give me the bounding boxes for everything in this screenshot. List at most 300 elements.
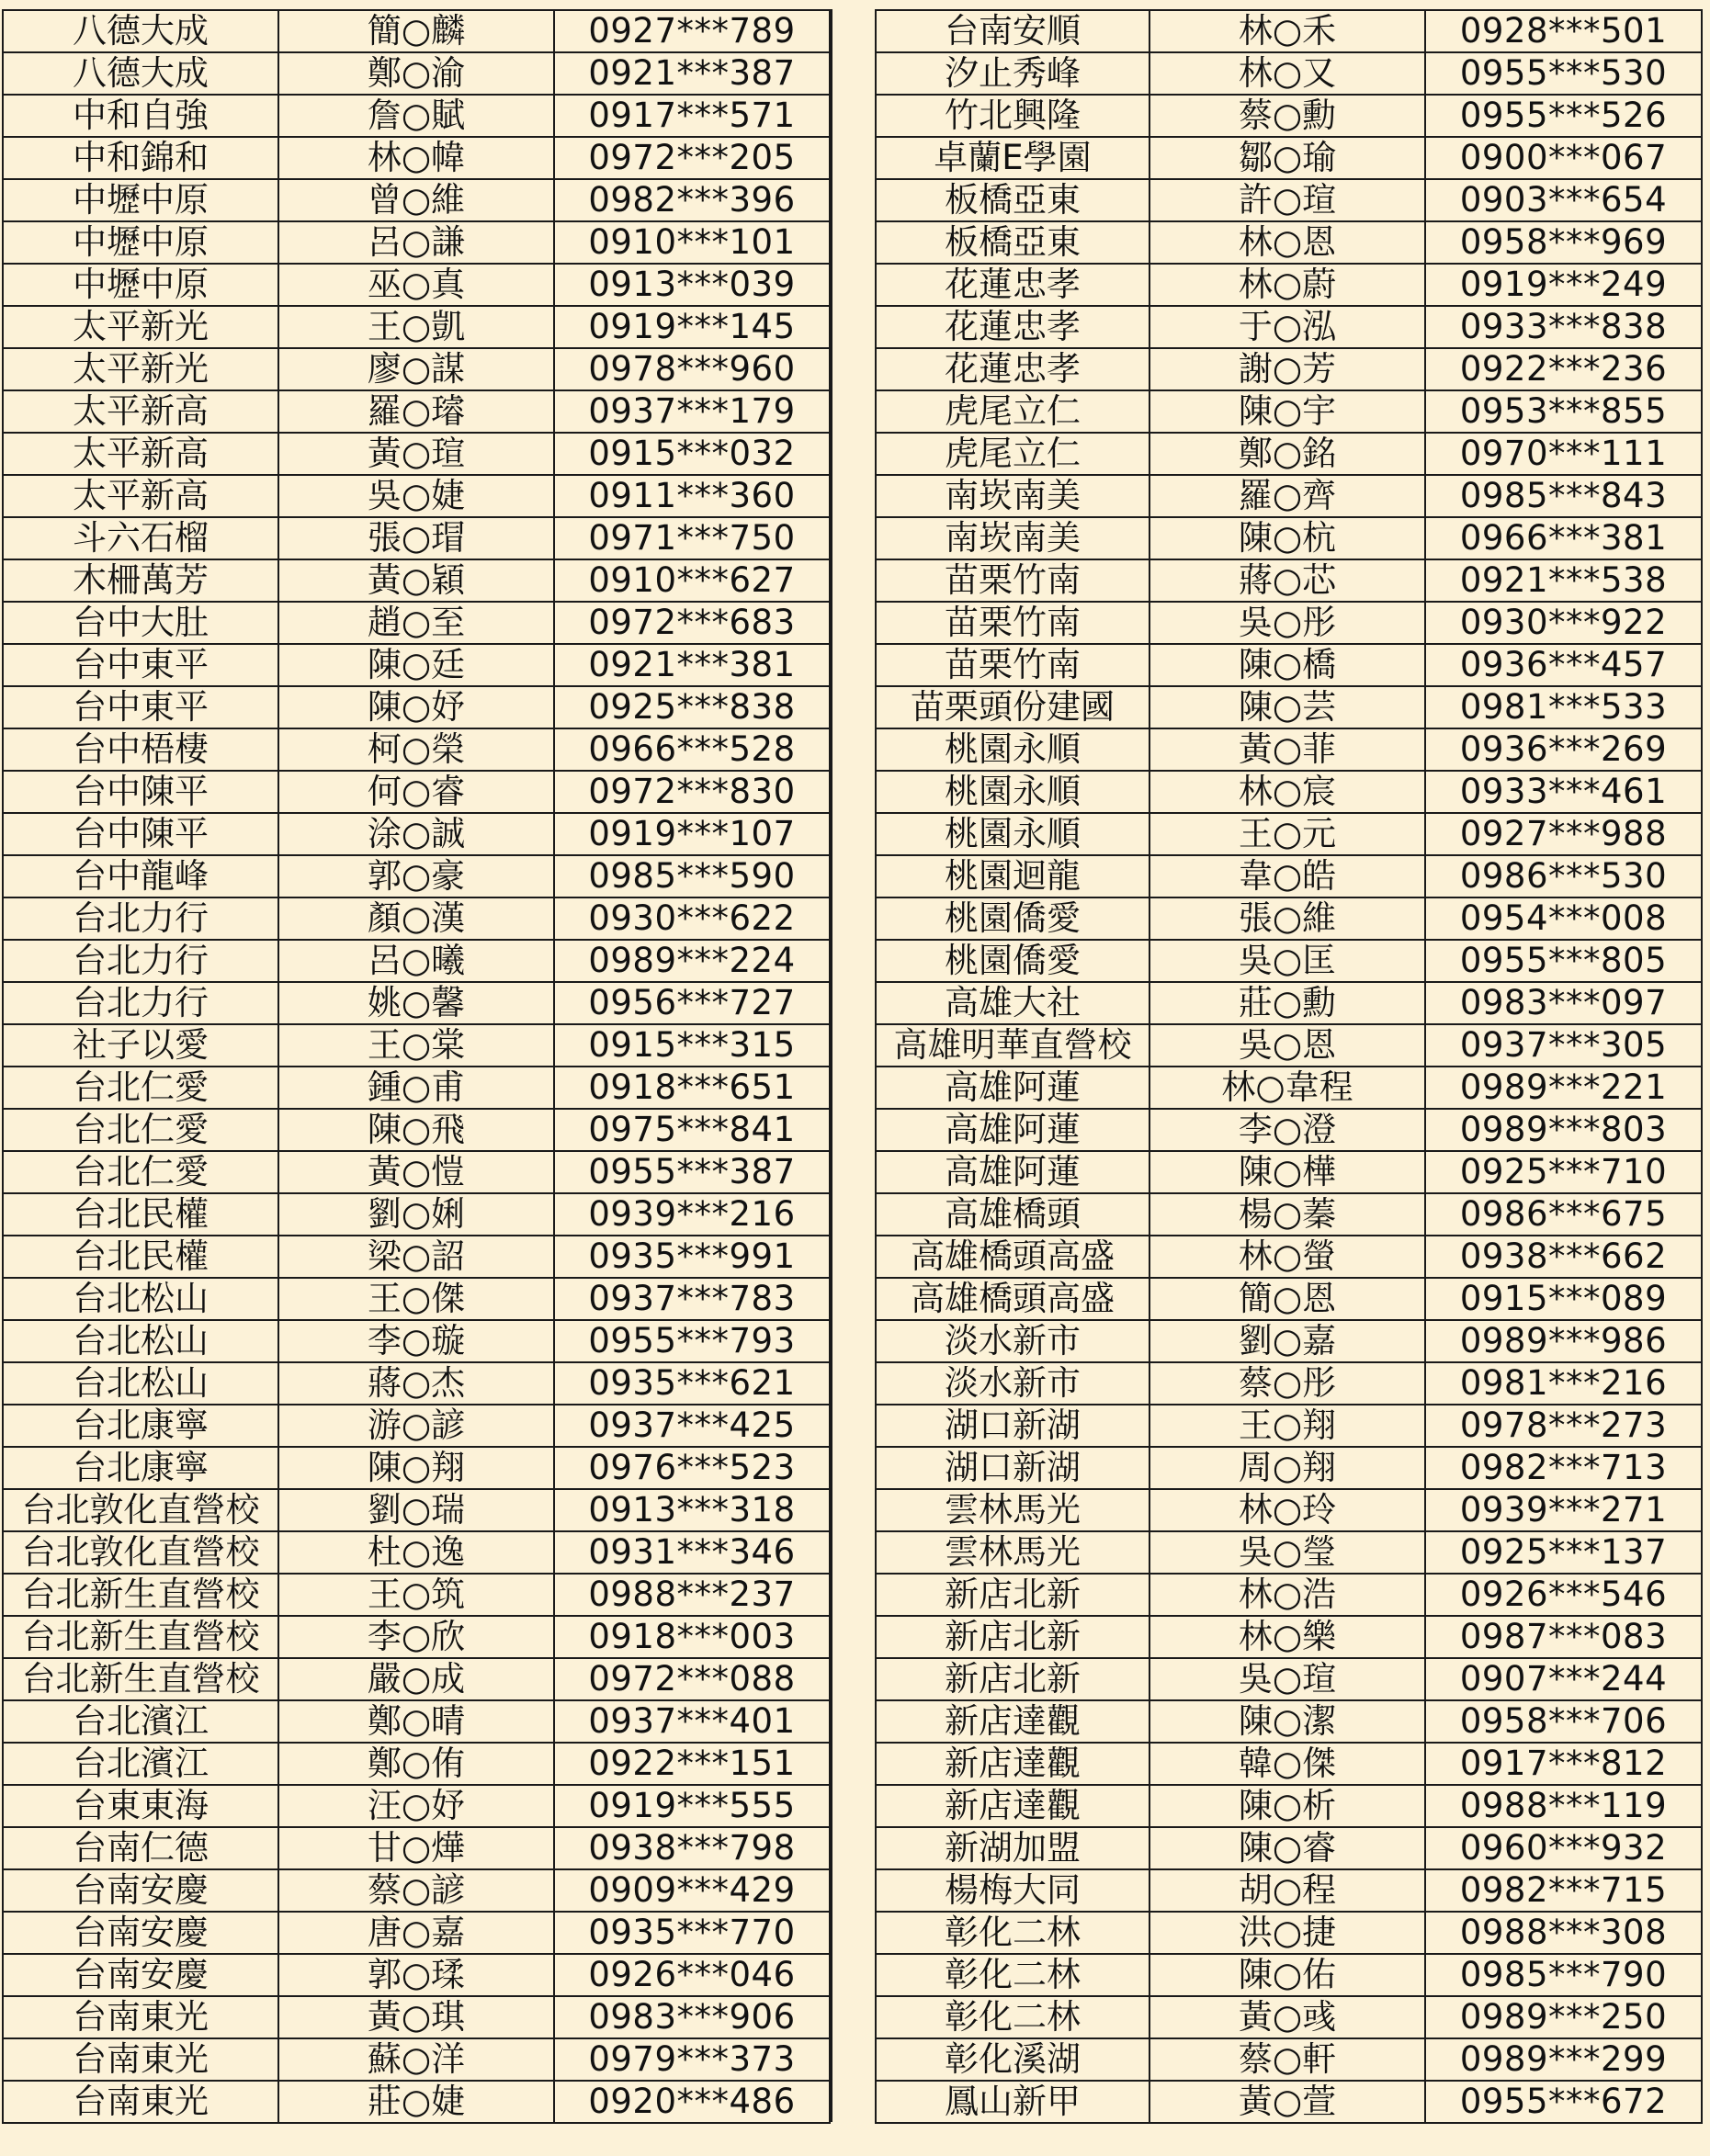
phone-cell: 0986***675 [1426,1194,1703,1236]
school-cell: 桃園僑愛 [877,898,1150,941]
school-cell: 板橋亞東 [877,180,1150,222]
student-name-cell: 林○樂 [1150,1617,1426,1659]
phone-cell: 0983***097 [1426,983,1703,1025]
phone-cell: 0985***843 [1426,476,1703,518]
student-name-cell: 吳○婕 [279,476,555,518]
table-row [4,1955,831,1997]
table-row [877,518,1703,560]
student-name-cell: 林○蔚 [1150,265,1426,307]
student-name-cell: 郭○豪 [279,856,555,898]
table-row [877,265,1703,307]
table-row [4,1701,831,1744]
student-name-cell: 李○璇 [279,1321,555,1363]
table-row [877,645,1703,687]
student-name-cell: 王○棠 [279,1025,555,1067]
table-row [877,1786,1703,1828]
student-name-cell: 王○翔 [1150,1405,1426,1448]
phone-cell: 0939***271 [1426,1490,1703,1532]
school-cell: 高雄明華直營校 [877,1025,1150,1067]
student-name-cell: 黃○瑄 [279,434,555,476]
phone-cell: 0983***906 [555,1997,831,2039]
table-row [4,560,831,603]
table-row [4,898,831,941]
table-row [877,476,1703,518]
table-row [4,391,831,434]
student-name-cell: 唐○嘉 [279,1913,555,1955]
student-name-cell: 謝○芳 [1150,349,1426,391]
table-row [4,138,831,180]
phone-cell: 0921***387 [555,53,831,96]
school-cell: 桃園永順 [877,814,1150,856]
school-cell: 新店達觀 [877,1701,1150,1744]
table-row [877,603,1703,645]
phone-cell: 0975***841 [555,1110,831,1152]
phone-cell: 0938***798 [555,1828,831,1870]
table-row [4,518,831,560]
school-cell: 台南安慶 [4,1955,279,1997]
table-row [877,11,1703,53]
student-name-cell: 吳○匡 [1150,941,1426,983]
student-name-cell: 簡○恩 [1150,1279,1426,1321]
student-name-cell: 林○又 [1150,53,1426,96]
phone-cell: 0922***151 [555,1744,831,1786]
phone-cell: 0919***107 [555,814,831,856]
student-name-cell: 梁○詔 [279,1236,555,1279]
table-row [4,1786,831,1828]
school-cell: 南崁南美 [877,476,1150,518]
phone-cell: 0937***305 [1426,1025,1703,1067]
table-row [877,307,1703,349]
right-table [875,9,1703,2124]
phone-cell: 0927***988 [1426,814,1703,856]
school-cell: 台東東海 [4,1786,279,1828]
school-cell: 台中陳平 [4,814,279,856]
table-row [4,729,831,772]
table-row [4,603,831,645]
student-name-cell: 張○維 [1150,898,1426,941]
student-name-cell: 周○翔 [1150,1448,1426,1490]
table-row [877,1870,1703,1913]
student-name-cell: 林○玲 [1150,1490,1426,1532]
table-row [4,645,831,687]
phone-cell: 0937***425 [555,1405,831,1448]
student-name-cell: 陳○佑 [1150,1955,1426,1997]
student-name-cell: 趙○至 [279,603,555,645]
table-row [877,1617,1703,1659]
student-name-cell: 黃○穎 [279,560,555,603]
school-cell: 台北力行 [4,941,279,983]
student-name-cell: 蔡○諺 [279,1870,555,1913]
student-name-cell: 何○睿 [279,772,555,814]
table-row [877,138,1703,180]
school-cell: 桃園迴龍 [877,856,1150,898]
table-row [4,1828,831,1870]
school-cell: 新店北新 [877,1617,1150,1659]
school-cell: 台中東平 [4,645,279,687]
phone-cell: 0989***250 [1426,1997,1703,2039]
table-row [877,1279,1703,1321]
school-cell: 中和錦和 [4,138,279,180]
table-row [4,1321,831,1363]
phone-cell: 0960***932 [1426,1828,1703,1870]
student-name-cell: 陳○橋 [1150,645,1426,687]
student-name-cell: 李○澄 [1150,1110,1426,1152]
student-name-cell: 黃○菲 [1150,729,1426,772]
phone-cell: 0976***523 [555,1448,831,1490]
table-row [877,983,1703,1025]
school-cell: 台北民權 [4,1194,279,1236]
school-cell: 木柵萬芳 [4,560,279,603]
student-name-cell: 鄭○晴 [279,1701,555,1744]
phone-cell: 0938***662 [1426,1236,1703,1279]
school-cell: 台北濱江 [4,1744,279,1786]
phone-cell: 0972***088 [555,1659,831,1701]
phone-cell: 0935***770 [555,1913,831,1955]
student-name-cell: 姚○馨 [279,983,555,1025]
phone-cell: 0972***205 [555,138,831,180]
phone-cell: 0930***922 [1426,603,1703,645]
phone-cell: 0917***571 [555,96,831,138]
student-name-cell: 游○諺 [279,1405,555,1448]
student-name-cell: 鍾○甫 [279,1067,555,1110]
table-row [4,1617,831,1659]
student-name-cell: 陳○飛 [279,1110,555,1152]
school-cell: 台南安慶 [4,1913,279,1955]
student-name-cell: 蔡○勳 [1150,96,1426,138]
school-cell: 台北仁愛 [4,1067,279,1110]
table-row [877,2082,1703,2124]
student-name-cell: 劉○娳 [279,1194,555,1236]
phone-cell: 0989***299 [1426,2039,1703,2082]
school-cell: 台中東平 [4,687,279,729]
table-row [4,1913,831,1955]
student-name-cell: 呂○謙 [279,222,555,265]
table-row [877,1575,1703,1617]
school-cell: 八德大成 [4,53,279,96]
school-cell: 台中大肚 [4,603,279,645]
left-table [2,9,831,2124]
student-name-cell: 陳○樺 [1150,1152,1426,1194]
student-name-cell: 鄭○侑 [279,1744,555,1786]
student-name-cell: 顏○漢 [279,898,555,941]
school-cell: 高雄阿蓮 [877,1110,1150,1152]
phone-cell: 0985***790 [1426,1955,1703,1997]
school-cell: 台北民權 [4,1236,279,1279]
school-cell: 新店北新 [877,1659,1150,1701]
student-name-cell: 林○螢 [1150,1236,1426,1279]
table-row [4,349,831,391]
school-cell: 南崁南美 [877,518,1150,560]
student-name-cell: 汪○妤 [279,1786,555,1828]
table-row [877,1532,1703,1575]
phone-cell: 0978***273 [1426,1405,1703,1448]
phone-cell: 0926***546 [1426,1575,1703,1617]
school-cell: 八德大成 [4,11,279,53]
school-cell: 彰化二林 [877,1955,1150,1997]
school-cell: 湖口新湖 [877,1448,1150,1490]
school-cell: 台北力行 [4,898,279,941]
phone-cell: 0911***360 [555,476,831,518]
phone-cell: 0931***346 [555,1532,831,1575]
phone-cell: 0913***039 [555,265,831,307]
phone-cell: 0955***672 [1426,2082,1703,2124]
student-name-cell: 韓○傑 [1150,1744,1426,1786]
phone-cell: 0953***855 [1426,391,1703,434]
phone-cell: 0955***530 [1426,53,1703,96]
school-cell: 汐止秀峰 [877,53,1150,96]
phone-cell: 0926***046 [555,1955,831,1997]
school-cell: 新店北新 [877,1575,1150,1617]
student-name-cell: 廖○謀 [279,349,555,391]
school-cell: 板橋亞東 [877,222,1150,265]
table-row [4,180,831,222]
school-cell: 桃園僑愛 [877,941,1150,983]
student-name-cell: 羅○齊 [1150,476,1426,518]
table-row [4,434,831,476]
school-cell: 彰化二林 [877,1913,1150,1955]
phone-cell: 0933***838 [1426,307,1703,349]
phone-cell: 0936***457 [1426,645,1703,687]
phone-cell: 0966***381 [1426,518,1703,560]
phone-cell: 0979***373 [555,2039,831,2082]
table-row [4,1152,831,1194]
table-row [877,1025,1703,1067]
phone-cell: 0955***805 [1426,941,1703,983]
school-cell: 鳳山新甲 [877,2082,1150,2124]
phone-cell: 0988***308 [1426,1913,1703,1955]
school-cell: 太平新高 [4,391,279,434]
student-name-cell: 郭○瑈 [279,1955,555,1997]
student-name-cell: 鄒○瑜 [1150,138,1426,180]
school-cell: 台北新生直營校 [4,1575,279,1617]
student-name-cell: 嚴○成 [279,1659,555,1701]
table-row [877,1744,1703,1786]
school-cell: 斗六石榴 [4,518,279,560]
table-row [4,11,831,53]
student-name-cell: 韋○皓 [1150,856,1426,898]
phone-cell: 0925***137 [1426,1532,1703,1575]
school-cell: 桃園永順 [877,772,1150,814]
school-cell: 高雄阿蓮 [877,1067,1150,1110]
phone-cell: 0930***622 [555,898,831,941]
student-name-cell: 黃○琪 [279,1997,555,2039]
phone-cell: 0958***969 [1426,222,1703,265]
student-name-cell: 林○浩 [1150,1575,1426,1617]
table-row [877,687,1703,729]
table-row [4,1575,831,1617]
table-row [877,1828,1703,1870]
table-row [877,1448,1703,1490]
table-row [4,1744,831,1786]
phone-cell: 0915***089 [1426,1279,1703,1321]
phone-cell: 0982***713 [1426,1448,1703,1490]
phone-cell: 0919***555 [555,1786,831,1828]
school-cell: 竹北興隆 [877,96,1150,138]
table-row [4,983,831,1025]
phone-cell: 0915***032 [555,434,831,476]
school-cell: 中和自強 [4,96,279,138]
phone-cell: 0936***269 [1426,729,1703,772]
table-row [877,1194,1703,1236]
school-cell: 雲林馬光 [877,1532,1150,1575]
phone-cell: 0921***538 [1426,560,1703,603]
phone-cell: 0955***387 [555,1152,831,1194]
school-cell: 台南安順 [877,11,1150,53]
school-cell: 台北康寧 [4,1405,279,1448]
table-row [4,941,831,983]
phone-cell: 0921***381 [555,645,831,687]
table-row [877,1067,1703,1110]
student-name-cell: 簡○麟 [279,11,555,53]
student-name-cell: 林○韋程 [1150,1067,1426,1110]
phone-cell: 0971***750 [555,518,831,560]
phone-cell: 0909***429 [555,1870,831,1913]
student-name-cell: 林○宸 [1150,772,1426,814]
school-cell: 太平新光 [4,349,279,391]
school-cell: 湖口新湖 [877,1405,1150,1448]
school-cell: 台中陳平 [4,772,279,814]
table-row [4,1110,831,1152]
table-row [877,1363,1703,1405]
table-row [877,1321,1703,1363]
school-cell: 台南東光 [4,1997,279,2039]
school-cell: 苗栗竹南 [877,560,1150,603]
school-cell: 淡水新市 [877,1363,1150,1405]
phone-cell: 0955***793 [555,1321,831,1363]
phone-cell: 0986***530 [1426,856,1703,898]
table-row [4,1363,831,1405]
student-name-cell: 蔡○彤 [1150,1363,1426,1405]
phone-cell: 0907***244 [1426,1659,1703,1701]
school-cell: 台北敦化直營校 [4,1532,279,1575]
table-row [877,1955,1703,1997]
school-cell: 卓蘭E學園 [877,138,1150,180]
student-name-cell: 蔣○杰 [279,1363,555,1405]
table-row [877,772,1703,814]
student-name-cell: 林○恩 [1150,222,1426,265]
school-cell: 台北康寧 [4,1448,279,1490]
table-row [877,349,1703,391]
phone-cell: 0989***986 [1426,1321,1703,1363]
student-name-cell: 陳○翔 [279,1448,555,1490]
phone-cell: 0982***396 [555,180,831,222]
table-row [4,1405,831,1448]
student-name-cell: 陳○杭 [1150,518,1426,560]
phone-cell: 0937***179 [555,391,831,434]
school-cell: 苗栗頭份建國 [877,687,1150,729]
student-name-cell: 鄭○渝 [279,53,555,96]
table-row [4,2039,831,2082]
student-name-cell: 吳○彤 [1150,603,1426,645]
table-row [877,1490,1703,1532]
school-cell: 台南安慶 [4,1870,279,1913]
phone-cell: 0989***803 [1426,1110,1703,1152]
column-divider [831,9,875,2122]
student-name-cell: 蔣○芯 [1150,560,1426,603]
phone-cell: 0918***651 [555,1067,831,1110]
school-cell: 高雄橋頭 [877,1194,1150,1236]
school-cell: 新湖加盟 [877,1828,1150,1870]
student-name-cell: 莊○婕 [279,2082,555,2124]
table-row [4,1997,831,2039]
school-cell: 虎尾立仁 [877,434,1150,476]
school-cell: 台北敦化直營校 [4,1490,279,1532]
phone-cell: 0927***789 [555,11,831,53]
student-name-cell: 陳○廷 [279,645,555,687]
school-cell: 新店達觀 [877,1786,1150,1828]
table-row [877,1236,1703,1279]
phone-cell: 0903***654 [1426,180,1703,222]
phone-cell: 0988***119 [1426,1786,1703,1828]
phone-cell: 0925***838 [555,687,831,729]
table-row [877,1152,1703,1194]
table-row [4,856,831,898]
phone-cell: 0970***111 [1426,434,1703,476]
school-cell: 中壢中原 [4,222,279,265]
school-cell: 太平新高 [4,434,279,476]
phone-cell: 0919***145 [555,307,831,349]
phone-cell: 0915***315 [555,1025,831,1067]
school-cell: 彰化二林 [877,1997,1150,2039]
student-name-cell: 陳○睿 [1150,1828,1426,1870]
school-cell: 高雄大社 [877,983,1150,1025]
student-name-cell: 李○欣 [279,1617,555,1659]
table-row [4,96,831,138]
phone-cell: 0918***003 [555,1617,831,1659]
phone-cell: 0972***830 [555,772,831,814]
student-name-cell: 吳○瑄 [1150,1659,1426,1701]
student-name-cell: 楊○蓁 [1150,1194,1426,1236]
table-row [4,687,831,729]
phone-cell: 0913***318 [555,1490,831,1532]
phone-cell: 0956***727 [555,983,831,1025]
phone-cell: 0917***812 [1426,1744,1703,1786]
table-row [877,814,1703,856]
table-row [877,53,1703,96]
phone-cell: 0966***528 [555,729,831,772]
phone-cell: 0989***224 [555,941,831,983]
phone-cell: 0925***710 [1426,1152,1703,1194]
phone-cell: 0958***706 [1426,1701,1703,1744]
school-cell: 淡水新市 [877,1321,1150,1363]
student-name-cell: 張○瑁 [279,518,555,560]
table-row [877,222,1703,265]
table-row [877,1701,1703,1744]
student-name-cell: 陳○妤 [279,687,555,729]
table-row [877,729,1703,772]
phone-cell: 0922***236 [1426,349,1703,391]
phone-cell: 0954***008 [1426,898,1703,941]
table-row [877,1913,1703,1955]
phone-cell: 0935***991 [555,1236,831,1279]
table-row [4,265,831,307]
student-name-cell: 陳○析 [1150,1786,1426,1828]
table-row [877,180,1703,222]
student-name-cell: 吳○恩 [1150,1025,1426,1067]
student-name-cell: 王○筑 [279,1575,555,1617]
student-name-cell: 許○瑄 [1150,180,1426,222]
table-row [877,560,1703,603]
phone-cell: 0981***216 [1426,1363,1703,1405]
school-cell: 台南仁德 [4,1828,279,1870]
table-row [877,96,1703,138]
school-cell: 台中梧棲 [4,729,279,772]
school-cell: 桃園永順 [877,729,1150,772]
phone-cell: 0919***249 [1426,265,1703,307]
student-name-cell: 詹○賦 [279,96,555,138]
student-name-cell: 呂○曦 [279,941,555,983]
student-name-cell: 劉○瑞 [279,1490,555,1532]
